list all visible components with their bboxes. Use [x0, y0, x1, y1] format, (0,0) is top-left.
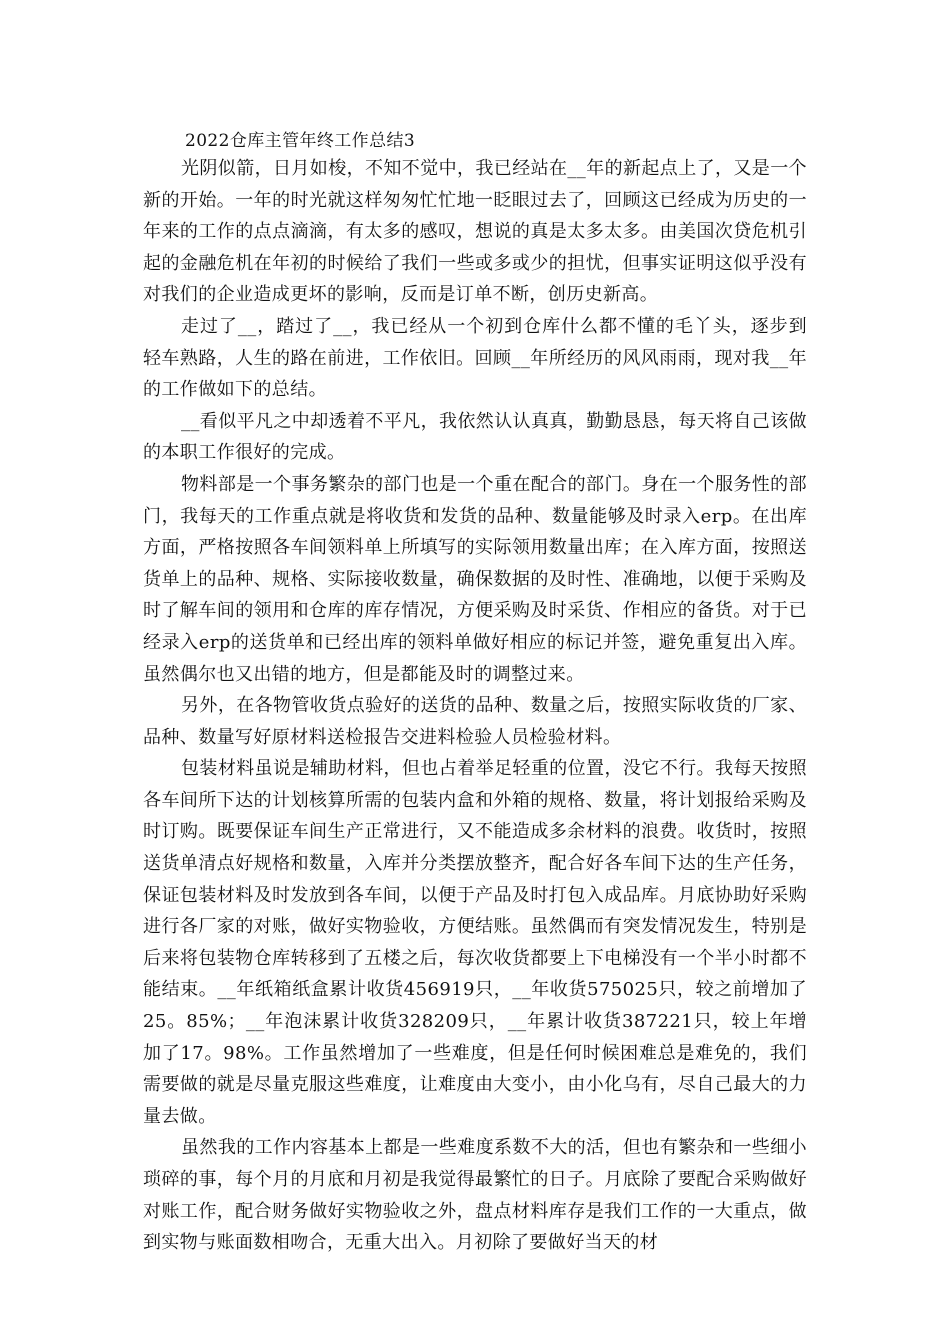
paragraph-2: 走过了__，踏过了__，我已经从一个初到仓库什么都不懂的毛丫头，逐步到轻车熟路，人生的路在前进，工作依旧。回顾__年所经历的风风雨雨，现对我__年的工作做如下的总结。 [143, 315, 807, 401]
document-page [143, 125, 807, 1259]
document-title: 2022仓库主管年终工作总结3 [185, 131, 416, 151]
paragraph-7: 虽然我的工作内容基本上都是一些难度系数不大的活，但也有繁杂和一些细小琐碎的事，每个月的月底和月初是我觉得最繁忙的日子。月底除了要配合采购做好对账工作，配合财务做好实物验收之外，盘点材料库存是我们工作的一大重点，做到实物与账面数相吻合，无重大出入。月初除了要做好当天的材 [143, 1137, 807, 1254]
paragraph-3: __看似平凡之中却透着不平凡，我依然认认真真，勤勤恳恳，每天将自己该做的本职工作很好的完成。 [143, 410, 807, 464]
paragraph-1: 光阴似箭，日月如梭，不知不觉中，我已经站在__年的新起点上了，又是一个新的开始。一年的时光就这样匆匆忙忙地一眨眼过去了，回顾这已经成为历史的一年来的工作的点点滴滴，有太多的感叹，想说的真是太多太多。由美国次贷危机引起的金融危机在年初的时候给了我们一些或多或少的担忧，但事实证明这似乎没有对我们的企业造成更坏的影响，反而是订单不断，创历史新高。 [143, 158, 807, 306]
paragraph-6: 包装材料虽说是辅助材料，但也占着举足轻重的位置，没它不行。我每天按照各车间所下达的计划核算所需的包装内盒和外箱的规格、数量，将计划报给采购及时订购。既要保证车间生产正常进行，又不能造成多余材料的浪费。收货时，按照送货单清点好规格和数量，入库并分类摆放整齐，配合好各车间下达的生产任务，保证包装材料及时发放到各车间，以便于产品及时打包入成品库。月底协助好采购进行各厂家的对账，做好实物验收，方便结账。虽然偶而有突发情况发生，特别是后来将包装物仓库转移到了五楼之后，每次收货都要上下电梯没有一个半小时都不能结束。__年纸箱纸盒累计收货456919只，__年收货575025只，较之前增加了25。85%；__年泡沫累计收货328209只，__年累计收货387221只，较上年增加了17。98%。工作虽然增加了一些难度，但是任何时候困难总是难免的，我们需要做的就是尽量克服这些难度，让难度由大变小，由小化乌有，尽自己最大的力量去做。 [143, 758, 807, 1127]
paragraph-5: 另外，在各物管收货点验好的送货的品种、数量之后，按照实际收货的厂家、品种、数量写好原材料送检报告交进料检验人员检验材料。 [143, 695, 807, 748]
paragraph-4: 物料部是一个事务繁杂的部门也是一个重在配合的部门。身在一个服务性的部门，我每天的工作重点就是将收货和发货的品种、数量能够及时录入erp。在出库方面，严格按照各车间领料单上所填写的实际领用数量出库；在入库方面，按照送货单上的品种、规格、实际接收数量，确保数据的及时性、准确地，以便于采购及时了解车间的领用和仓库的库存情况，方便采购及时采货、作相应的备货。对于已经录入erp的送货单和已经出库的领料单做好相应的标记并签，避免重复出入库。虽然偶尔也又出错的地方，但是都能及时的调整过来。 [143, 473, 807, 685]
